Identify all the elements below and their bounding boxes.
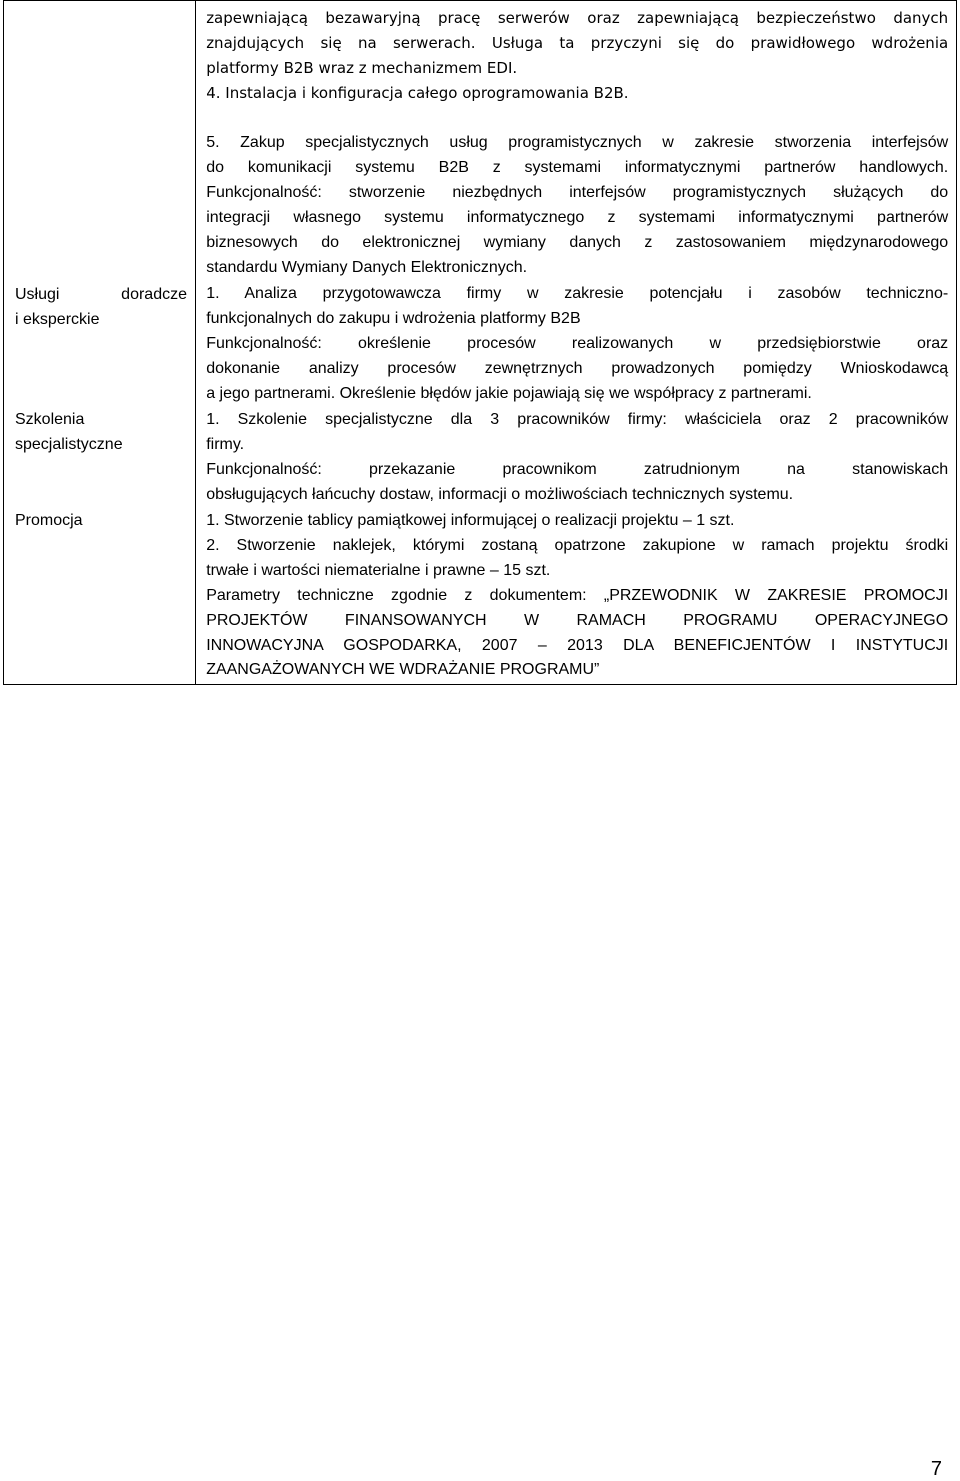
item-training (206, 408, 948, 508)
text-line: Funkcjonalność: określenie procesów realizowanych w przedsiębiorstwie oraz (206, 334, 949, 352)
text-line: 1. Szkolenie specjalistyczne dla 3 pracowników firmy: właściciela oraz 2 pracowników (206, 411, 949, 428)
table-row (4, 1, 957, 685)
label-line: Promocja (15, 512, 83, 529)
text-line: zapewniającą bezawaryjną pracę serwerów oraz zapewniającą bezpieczeństwo danych (206, 9, 949, 27)
text-line: Parametry techniczne zgodnie z dokumentem: „PRZEWODNIK W ZAKRESIE PROMOCJI (206, 586, 949, 604)
left-column-cell (4, 1, 196, 685)
text-line: do komunikacji systemu B2B z systemami informatycznymi partnerów handlowych. (206, 158, 949, 176)
text-line: 4. Instalacja i konfiguracja całego oprogramowania B2B. (206, 83, 629, 102)
text-line: znajdujących się na serwerach. Usługa ta przyczyni się do prawidłowego wdrożenia (206, 33, 949, 52)
text-line: funkcjonalnych do zakupu i wdrożenia platformy B2B (206, 309, 581, 327)
label-line: Usługi doradcze (15, 286, 187, 303)
text-line: 5. Zakup specjalistycznych usług programistycznych w zakresie stworzenia interfejsów (206, 134, 949, 151)
item-analysis (206, 282, 948, 407)
text-line: biznesowych do elektronicznej wymiany danych z zastosowaniem międzynarodowego (206, 233, 949, 251)
item-programming-services (206, 131, 948, 280)
label-promocja (15, 509, 187, 534)
text-line: INNOWACYJNA GOSPODARKA, 2007 – 2013 DLA BENEFICJENTÓW I INSTYTUCJI (206, 636, 949, 654)
text-line: ZAANGAŻOWANYCH WE WDRAŻANIE PROGRAMU” (206, 661, 600, 679)
text-line: 1. Analiza przygotowawcza firmy w zakresie potencjału i zasobów techniczno- (206, 285, 949, 302)
text-line: firmy. (206, 435, 245, 453)
page-number: 7 (930, 1458, 942, 1480)
document-table (3, 0, 957, 685)
label-szkolenia (15, 408, 187, 457)
label-line: Szkolenia (15, 411, 85, 428)
item-promotion (206, 509, 948, 683)
text-line: platformy B2B wraz z mechanizmem EDI. (206, 58, 518, 77)
text-line: standardu Wymiany Danych Elektronicznych. (206, 258, 528, 276)
text-line: dokonanie analizy procesów zewnętrznych prowadzonych pomiędzy Wnioskodawcą (206, 359, 949, 377)
text-line: 2. Stworzenie naklejek, którymi zostaną opatrzone zakupione w ramach projektu środki (206, 536, 949, 554)
label-line: i eksperckie (15, 310, 100, 328)
text-line: Funkcjonalność: przekazanie pracownikom zatrudnionym na stanowiskach (206, 460, 949, 478)
text-line: 1. Stworzenie tablicy pamiątkowej informującej o realizacji projektu – 1 szt. (206, 512, 735, 529)
text-line: integracji własnego systemu informatycznego z systemami informatycznymi partnerów (206, 208, 949, 226)
text-line: Funkcjonalność: stworzenie niezbędnych interfejsów programistycznych służących do (206, 183, 949, 201)
text-line: a jego partnerami. Określenie błędów jakie pojawiają się we współpracy z partnerami. (206, 384, 812, 402)
text-line: PROJEKTÓW FINANSOWANYCH W RAMACH PROGRAMU OPERACYJNEGO (206, 611, 949, 629)
right-column-cell (196, 1, 957, 685)
label-line: specjalistyczne (15, 435, 123, 453)
item-server-service (206, 6, 948, 106)
label-uslugi-doradcze (15, 283, 187, 332)
text-line: obsługujących łańcuchy dostaw, informacji o możliwościach technicznych systemu. (206, 485, 794, 503)
text-line: trwałe i wartości niematerialne i prawne – 15 szt. (206, 561, 551, 579)
